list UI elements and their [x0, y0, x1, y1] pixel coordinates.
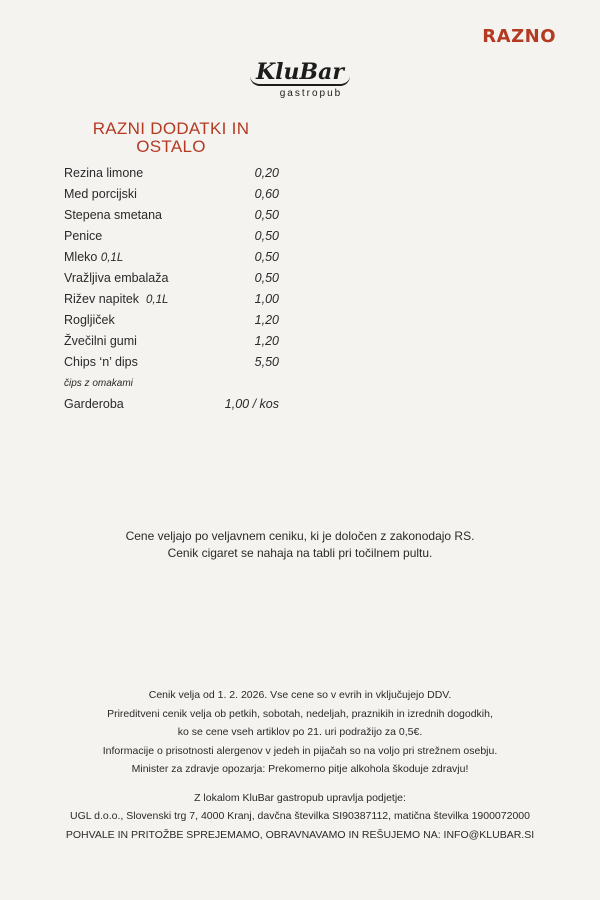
category-label: RAZNO: [482, 26, 556, 47]
item-name: Chips ‘n’ dips: [64, 355, 138, 369]
footer-line: Informacije o prisotnosti alergenov v jedeh in pijačah so na voljo pri strežnem osebju.: [102, 744, 498, 757]
item-price: 1,00 / kos: [224, 397, 279, 411]
footer-line: Minister za zdravje opozarja: Prekomerno pitje alkohola škoduje zdravju!: [131, 763, 469, 775]
footer-line: Cenik velja od 1. 2. 2026. Vse cene so v evrih in vključujejo DDV.: [148, 689, 452, 701]
list-item: [64, 394, 279, 415]
item-note: čips z omakami: [64, 378, 133, 389]
list-item: [64, 184, 279, 205]
item-price: 0,50: [254, 271, 279, 285]
company-details: UGL d.o.o., Slovenski trg 7, 4000 Kranj, davčna številka SI90387112, matična številka 1900072000: [70, 810, 530, 822]
item-price: 5,50: [254, 355, 279, 369]
list-item: [64, 247, 279, 268]
footer-line: ko se cene vseh artiklov po 21. uri podražijo za 0,5€.: [177, 726, 423, 738]
item-price: 0,50: [254, 208, 279, 222]
item-price: 1,20: [254, 313, 279, 327]
list-item: [64, 352, 279, 373]
item-name: Žvečilni gumi: [64, 334, 137, 348]
item-name: Med porcijski: [64, 187, 137, 201]
item-name: Rižev napitek 0,1L: [64, 292, 169, 306]
list-item: [64, 205, 279, 226]
item-name: Vražljiva embalaža: [64, 271, 169, 285]
logo: [0, 60, 600, 99]
footer: [0, 686, 600, 844]
list-item: [64, 226, 279, 247]
item-unit: 0,1L: [100, 252, 124, 264]
item-name: Penice: [64, 229, 103, 243]
item-price: 0,20: [254, 166, 279, 180]
item-price: 0,50: [254, 250, 279, 264]
item-unit: 0,1L: [145, 294, 169, 306]
item-name: Stepena smetana: [64, 208, 162, 222]
item-price: 0,60: [254, 187, 279, 201]
list-item: [64, 331, 279, 352]
list-item: [64, 310, 279, 331]
item-price: 1,20: [254, 334, 279, 348]
footer-line: Prireditveni cenik velja ob petkih, sobotah, nedeljah, praznikih in izrednih dogodkih,: [107, 707, 493, 720]
logo-mark: KluBar: [250, 60, 350, 86]
company-intro: Z lokalom KluBar gastropub upravlja podjetje:: [194, 791, 406, 804]
list-item: [64, 268, 279, 289]
logo-subtitle: gastropub: [279, 88, 343, 99]
item-price: 1,00: [254, 292, 279, 306]
price-list: [64, 163, 279, 415]
list-item: [64, 289, 279, 310]
item-name: Mleko 0,1L: [64, 250, 124, 264]
item-name: Rogljiček: [64, 313, 115, 327]
list-item: [64, 163, 279, 184]
price-notes: [0, 528, 600, 562]
item-price: 0,50: [254, 229, 279, 243]
item-name: Garderoba: [64, 397, 124, 411]
cigarette-note: Cenik cigaret se nahaja na tabli pri točilnem pultu.: [167, 546, 433, 560]
feedback-contact: POHVALE IN PRITOŽBE SPREJEMAMO, OBRAVNAVAMO IN REŠUJEMO NA: INFO@KLUBAR.SI: [65, 828, 535, 841]
item-name: Rezina limone: [64, 166, 144, 180]
price-regulation-note: Cene veljajo po veljavnem ceniku, ki je določen z zakonodajo RS.: [125, 529, 475, 543]
section-title: RAZNI DODATKI IN OSTALO: [92, 119, 250, 156]
